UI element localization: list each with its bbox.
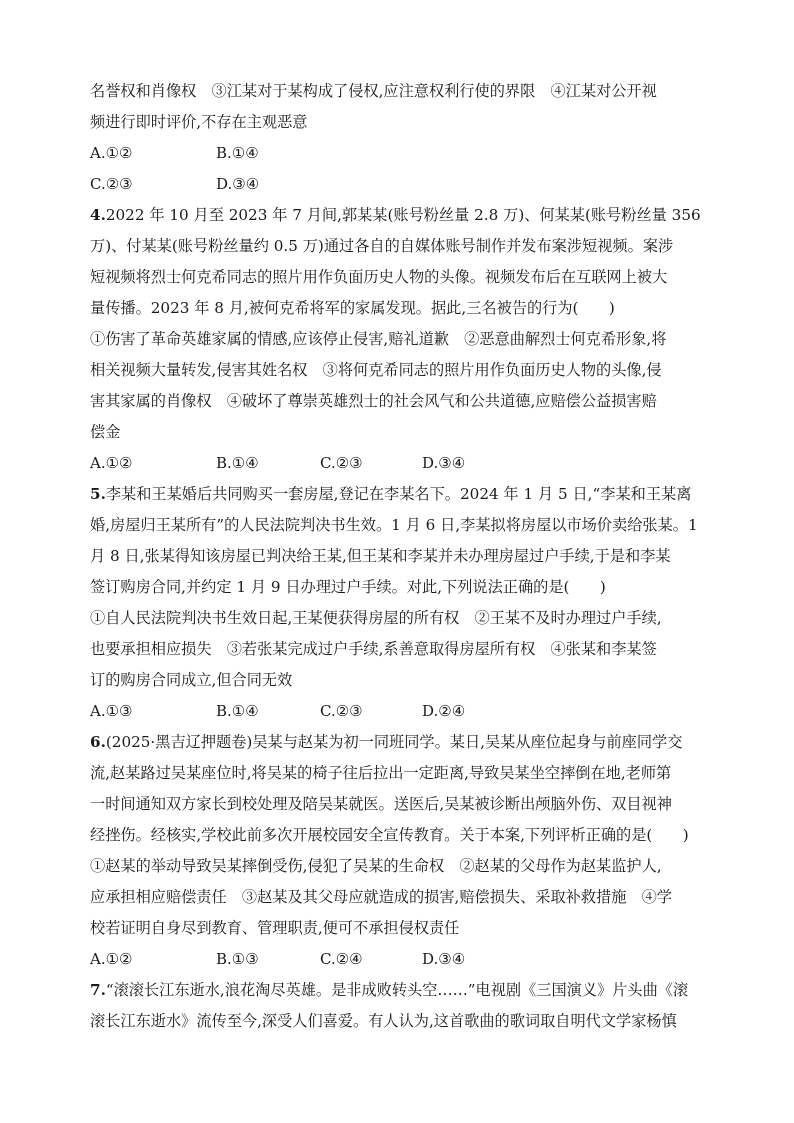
q4-line: 偿金 [90, 423, 121, 441]
q5-line: ①自人民法院判决书生效日起,王某便获得房屋的所有权 ②王某不及时办理过户手续, [90, 609, 662, 627]
q6-option-b: B.①③ [216, 950, 259, 968]
q3-line: 名誉权和肖像权 ③江某对于某构成了侵权,应注意权利行使的界限 ④江某对公开视 [90, 82, 657, 100]
q4-line: 相关视频大量转发,侵害其姓名权 ③将何克希同志的照片用作负面历史人物的头像,侵 [90, 361, 662, 379]
q5-option-d: D.②④ [422, 702, 466, 720]
q6-line: 流,赵某路过吴某座位时,将吴某的椅子往后拉出一定距离,导致吴某坐空摔倒在地,老师第 [90, 764, 672, 782]
q3-option-b: B.①④ [216, 144, 259, 162]
q4-option-a: A.①② [90, 454, 133, 472]
q3-option-c: C.②③ [90, 175, 133, 193]
q7-line: “滚滚长江东逝水,浪花淘尽英雄。是非成败转头空……”电视剧《三国演义》片头曲《滚 [105, 981, 689, 999]
q5-line: 月 8 日,张某得知该房屋已判决给王某,但王某和李某并未办理房屋过户手续,于是和李某 [90, 547, 671, 565]
q6-line: 校若证明自身尽到教育、管理职责,便可不承担侵权责任 [90, 919, 460, 937]
q6-number: 6. [90, 733, 106, 751]
q6-line: 应承担相应赔偿责任 ③赵某及其父母应就造成的损害,赔偿损失、采取补救措施 ④学 [90, 888, 672, 906]
q5-line: 李某和王某婚后共同购买一套房屋,登记在李某名下。2024 年 1 月 5 日,“李某和王某离 [105, 485, 692, 503]
q5-line: 签订购房合同,并约定 1 月 9 日办理过户手续。对此,下列说法正确的是( ) [90, 578, 606, 596]
q4-line: 万)、付某某(账号粉丝量约 0.5 万)通过各自的自媒体账号制作并发布案涉短视频。案涉 [90, 237, 674, 255]
q6-option-d: D.③④ [422, 950, 466, 968]
q5-number: 5. [90, 485, 106, 503]
q6-line: 一时间通知双方家长到校处理及陪吴某就医。送医后,吴某被诊断出颅脑外伤、双目视神 [90, 795, 672, 813]
q6-option-a: A.①② [90, 950, 133, 968]
q5-option-a: A.①③ [90, 702, 133, 720]
q4-number: 4. [90, 206, 106, 224]
q6-line: 经挫伤。经核实,学校此前多次开展校园安全宣传教育。关于本案,下列评析正确的是( ) [90, 826, 689, 844]
q6-option-c: C.②④ [320, 950, 363, 968]
q4-line: 短视频将烈士何克希同志的照片用作负面历史人物的头像。视频发布后在互联网上被大 [90, 268, 668, 286]
q5-line: 订的购房合同成立,但合同无效 [90, 671, 293, 689]
q5-option-b: B.①④ [216, 702, 259, 720]
q5-line: 也要承担相应损失 ③若张某完成过户手续,系善意取得房屋所有权 ④张某和李某签 [90, 640, 657, 658]
q6-line: ①赵某的举动导致吴某摔倒受伤,侵犯了吴某的生命权 ②赵某的父母作为赵某监护人, [90, 857, 662, 875]
q3-option-d: D.③④ [216, 175, 260, 193]
q4-option-b: B.①④ [216, 454, 259, 472]
q5-option-c: C.②③ [320, 702, 363, 720]
q4-line: 害其家属的肖像权 ④破坏了尊崇英雄烈士的社会风气和公共道德,应赔偿公益损害赔 [90, 392, 657, 410]
q3-line: 频进行即时评价,不存在主观恶意 [90, 113, 308, 131]
q7-number: 7. [90, 981, 106, 999]
q4-option-c: C.②③ [320, 454, 363, 472]
q5-line: 婚,房屋归王某所有”的人民法院判决书生效。1 月 6 日,李某拟将房屋以市场价卖给张某。1 [90, 516, 698, 534]
q4-option-d: D.③④ [422, 454, 466, 472]
q7-line: 滚长江东逝水》流传至今,深受人们喜爱。有人认为,这首歌曲的歌词取自明代文学家杨慎 [90, 1012, 677, 1030]
q4-line: ①伤害了革命英雄家属的情感,应该停止侵害,赔礼道歉 ②恶意曲解烈士何克希形象,将 [90, 330, 667, 348]
q4-line: 2022 年 10 月至 2023 年 7 月间,郭某某(账号粉丝量 2.8 万)、何某某(账号粉丝量 356 [105, 206, 701, 224]
q3-option-a: A.①② [90, 144, 133, 162]
q6-line: (2025·黑吉辽押题卷)吴某与赵某为初一同班同学。某日,吴某从座位起身与前座同学交 [105, 733, 683, 751]
q4-line: 量传播。2023 年 8 月,被何克希将军的家属发现。据此,三名被告的行为( ) [90, 299, 615, 317]
